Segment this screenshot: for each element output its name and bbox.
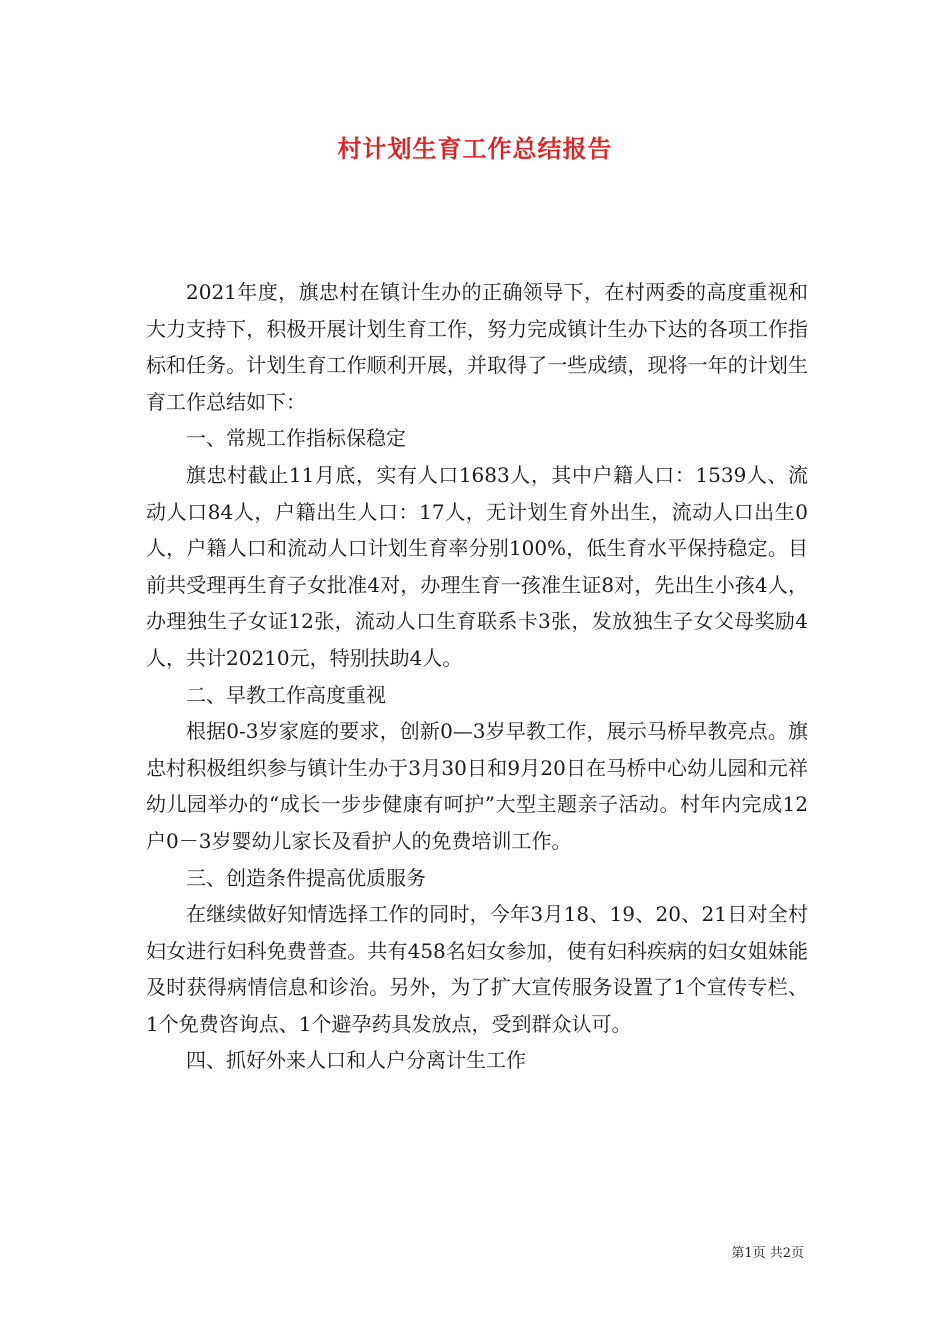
page-number-footer: 第1页 共2页: [731, 1246, 804, 1261]
section-heading-4: 四、抓好外来人口和人户分离计生工作: [186, 1048, 526, 1073]
paragraph-section-2: 根据0-3岁家庭的要求，创新0—3岁早教工作，展示马桥早教亮点。旗忠村积极组织参与镇计生办于3月30日和9月20日在马桥中心幼儿园和元祥幼儿园举办的“成长一步步健康有呵护”大型主题亲子活动。村年内完成12户0－3岁婴幼儿家长及看护人的免费培训工作。: [146, 719, 808, 853]
section-heading-2: 二、早教工作高度重视: [186, 682, 386, 707]
paragraph-intro: 2021年度，旗忠村在镇计生办的正确领导下，在村两委的高度重视和大力支持下，积极开展计划生育工作，努力完成镇计生办下达的各项工作指标和任务。计划生育工作顺利开展，并取得了一些成绩，现将一年的计划生育工作总结如下：: [146, 280, 808, 414]
section-heading-3: 三、创造条件提高优质服务: [186, 865, 426, 890]
section-heading-1: 一、常规工作指标保稳定: [186, 426, 406, 451]
paragraph-section-3: 在继续做好知情选择工作的同时，今年3月18、19、20、21日对全村妇女进行妇科免费普查。共有458名妇女参加，使有妇科疾病的妇女姐妹能及时获得病情信息和诊治。另外，为了扩大宣传服务设置了1个宣传专栏、1个免费咨询点、1个避孕药具发放点，受到群众认可。: [146, 902, 808, 1036]
page-title: 村计划生育工作总结报告: [337, 134, 613, 163]
document-body: [146, 274, 808, 1079]
paragraph-section-1: 旗忠村截止11月底，实有人口1683人，其中户籍人口：1539人、流动人口84人，户籍出生人口：17人，无计划生育外出生，流动人口出生0人，户籍人口和流动人口计划生育率分别100%，低生育水平保持稳定。目前共受理再生育子女批准4对，办理生育一孩准生证8对，先出生小孩4人，办理独生子女证12张，流动人口生育联系卡3张，发放独生子女父母奖励4人，共计20210元，特别扶助4人。: [146, 462, 808, 670]
